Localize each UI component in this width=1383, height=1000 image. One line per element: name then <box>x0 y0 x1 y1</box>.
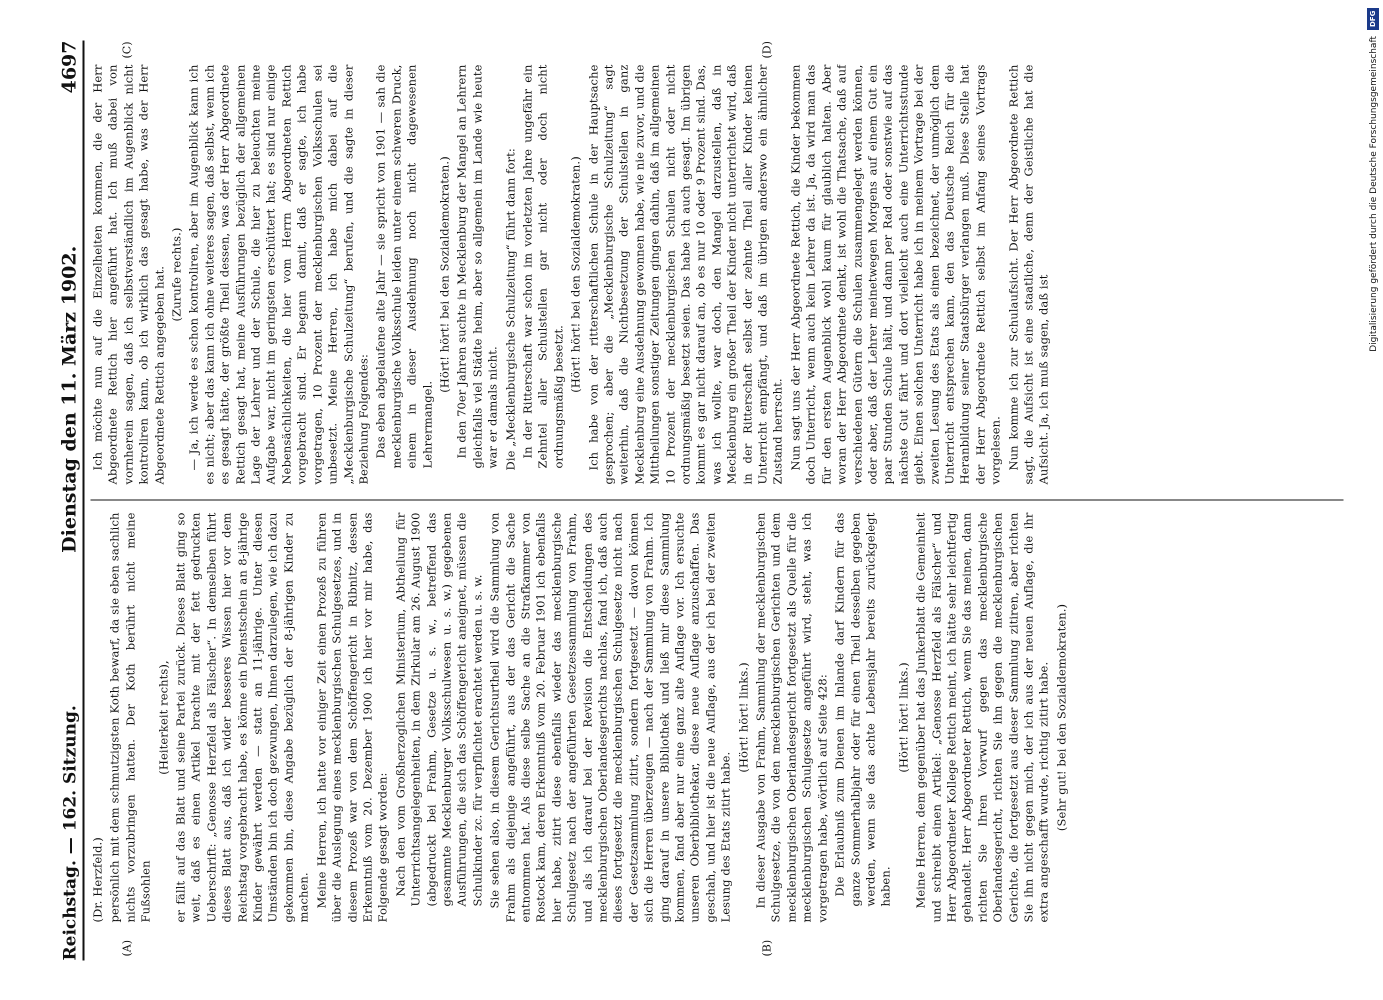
column-divider <box>90 499 1343 500</box>
margin-marker-d: (D) <box>760 40 773 58</box>
left-column-paragraph: Die Erlaubniß zum Dienen im Inlande darf Kindern für das ganze Sommerhalbjahr oder für einen Theil desselben gegeben werden, wenn sie das achte Lebensjahr bereits zurückgelegt haben. <box>832 512 893 906</box>
left-column-paragraph: Sie sehen also, in diesem Gerichtsurtheil wird die Sammlung von Frahm als diejenige angeführt, aus der das Gericht die Sache entnommen hat. Als diese selbe Sache an die Strafkammer von Rostock kam, deren Erkenntniß vom 20. Februar 1901 ich ebenfalls hier habe, zitirt diese ebenfalls wieder das mecklenburgische Schulgesetz nach der angeführten Gesetzessammlung von Frahm, und als ich darauf bei der Revision die Entscheidungen des mecklenburgischen Oberlandesgerichts nachlas, fand ich, daß auch dieses fortgesetzt die mecklenburgischen Schulgesetze nicht nach der Gesetzsammlung zitirt, sondern fortgesetzt — davon können sich die Herren überzeugen — nach der Sammlung von Frahm. Ich ging darauf in unsere Bibliothek und ließ mir diese Sammlung kommen, fand aber nur eine ganz alte Auflage vor. Ich ersuchte unseren Oberbibliothekar, diese neue Auflage anzuschaffen. Das geschah, und hier ist die neue Auflage, aus der ich bei der zweiten Lesung des Etats zitirt habe. <box>487 512 733 922</box>
margin-marker-a: (A) <box>120 939 133 956</box>
right-column-paragraph: Ich habe von der ritterschaftlichen Schule in der Hauptsache gesprochen; aber die „Mecklenburgische Schulzeitung“ sagt weiterhin, daß die Nichtbesetzung der Schulstellen in ganz Mecklenburg eine Ausdehnung gewonnen habe, wie nie zuvor, und die Mittheilungen sonstiger Zeitungen gingen dahin, daß im allgemeinen 10 Prozent der mecklenburgischen Schulen nicht oder nicht ordnungsmäßig besetzt seien. Das habe ich auch gesagt. Im übrigen kommt es gar nicht darauf an, ob es nur 10 oder 9 Prozent sind. Das, was ich wollte, war doch, den Mangel darzustellen, daß in Mecklenburg ein großer Theil der Kinder nicht unterrichtet wird, daß in der Ritterschaft selbst der zehnte Theil aller Kinder keinen Unterricht empfängt, und daß im übrigen anderswo ein ähnlicher Zustand herrscht. <box>585 64 785 484</box>
right-column <box>90 64 1343 484</box>
right-column-paragraph: Nun sagt uns der Herr Abgeordnete Rettich, die Kinder bekommen doch Unterricht, wenn auch kein Lehrer da ist. Ja, da wird man das für den ersten Augenblick wohl kaum für glaublich halten. Aber woran der Herr Abgeordnete denkt, ist wohl die Thatsache, daß auf verschiedenen Gütern die Schulen zusammengelegt werden können, oder aber, daß der Lehrer meinetwegen Morgens auf einem Gut ein paar Stunden Schule hält, und dann per Rad oder sonstwie auf das nächste Gut fährt und dort vielleicht auch eine Unterrichtsstunde giebt. Einen solchen Unterricht habe ich in meinem Vortrage bei der zweiten Lesung des Etats als einen bezeichnet, der unmöglich dem Unterricht entsprechen kann, den das Deutsche Reich für die Heranbildung seiner Staatsbürger verlangen muß. Diese Stelle hat der Herr Abgeordnete Rettich selbst im Anfang seines Vortrags vorgelesen. <box>787 64 1003 484</box>
right-column-paragraph: (Zurufe rechts.) <box>169 227 184 321</box>
right-column-paragraph: (Hört! hört! bei den Sozialdemokraten.) <box>568 155 583 393</box>
left-column-paragraph: Meine Herren, dem gegenüber hat das Junkerblatt die Gemeinheit und schreibt einen Artikel: „Genosse Herzfeld als Fälscher“ und Herr Abgeordneter Kollege Rettich meint, ich hätte sehr leichtfertig gehandelt. Herr Abgeordneter Rettich, wenn Sie das meinen, dann richten Sie Ihren Vorwurf gegen das mecklenburgische Oberlandesgericht, richten Sie ihn gegen die mecklenburgischen Gerichte, die fortgesetzt aus dieser Sammlung zitiren, aber richten Sie ihn nicht gegen mich, der ich aus der neuen Auflage, die ihr extra angeschafft wurde, richtig zitirt habe. <box>913 512 1051 922</box>
right-column-paragraph: Nun komme ich zur Schulaufsicht. Der Herr Abgeordnete Rettich sagt, die Aufsicht ist eine staatliche, denn der Geistliche hat die Aufsicht. Ja, ich muß sagen, daß ist <box>1005 64 1051 484</box>
right-column-paragraph: (Hört! hört! bei den Sozialdemokraten.) <box>436 155 451 393</box>
header-session: Reichstag. — 162. Sitzung. <box>60 704 80 960</box>
page-number: 4697 <box>58 40 80 93</box>
left-column-paragraph: (Sehr gut! bei den Sozialdemokraten.) <box>1053 603 1068 831</box>
left-column <box>90 512 1343 922</box>
right-column-paragraph: Das eben abgelaufene alte Jahr — sie spricht von 1901 — sah die mecklenburgische Volksschule leiden unter einem schweren Druck, einem in dieser Ausdehnung noch nicht dagewesenen Lehrermangel. <box>373 64 434 468</box>
left-column-paragraph: persönlich mit dem schmutzigsten Koth bewarf, da sie eben sachlich nichts vorzubringen hatten. Der Koth berührt nicht meine Fußsohlen <box>107 512 153 922</box>
right-column-paragraph: In den 70er Jahren suchte in Mecklenburg der Mangel an Lehrern gleichfalls viel Städte heim, aber so allgemein im Lande wie heute war er damals nicht. <box>454 64 500 468</box>
margin-marker-c: (C) <box>120 41 133 58</box>
right-column-paragraph: In der Ritterschaft war schon im vorletzten Jahre ungefähr ein Zehntel aller Schulstellen gar nicht oder doch nicht ordnungsmäßig besetzt. <box>519 64 565 468</box>
page-header <box>40 40 84 960</box>
left-column-paragraph: er fällt auf das Blatt und seine Partei zurück. Dieses Blatt ging so weit, daß es einen Artikel brachte mit der fett gedruckten Ueberschrift: „Genosse Herzfeld als Fälscher“. In demselben führt dieses Blatt aus, daß ich wider besseres Wissen hier vor dem Reichstag vorgebracht habe, es könne ein Dienstschein an 8-jährige Kinder gewährt werden — statt an 11-jährige. Unter diesen Umständen bin ich doch gezwungen, Ihnen darzulegen, wie ich dazu gekommen bin, diese Angabe bezüglich der 8-jährigen Kinder zu machen. <box>173 512 311 922</box>
left-column-paragraph: Meine Herren, ich hatte vor einiger Zeit einen Prozeß zu führen über die Auslegung eines mecklenburgischen Schulgesetzes, und in diesem Prozeß war von dem Schöffengericht in Ribnitz, dessen Erkenntniß vom 20. Dezember 1900 ich hier vor mir habe, das Folgende gesagt worden: <box>313 512 390 922</box>
left-column-paragraph: (Heiterkeit rechts), <box>155 659 170 775</box>
digitization-credit: Digitalisierung gefördert durch die Deutsche Forschungsgemeinschaft <box>1369 36 1379 352</box>
dfg-logo: DFG <box>1367 8 1379 30</box>
margin-marker-b: (B) <box>760 939 773 956</box>
left-column-paragraph: Nach den vom Großherzoglichen Ministerium, Abtheilung für Unterrichtsangelegenheiten, in dem Zirkular am 26. August 1900 (abgedruckt bei Frahm, Gesetze u. s. w., betreffend das gesammte Mecklenburger Volksschulwesen u. s. w.) gegebenen Ausführungen, die sich das Schöffengericht aneignet, müssen die Schulkinder zc. für verpflichtet erachtet werden u. s. w. <box>392 512 484 906</box>
header-date: Dienstag den 11. März 1902. <box>58 245 80 553</box>
left-column-paragraph: In dieser Ausgabe von Frahm, Sammlung der mecklenburgischen Schulgesetze, die von den mecklenburgischen Gerichten und dem mecklenburgischen Oberlandesgericht fortgesetzt als Quelle für die mecklenburgischen Schulgesetze angeführt wird, steht, was ich vorgetragen habe, wörtlich auf Seite 428: <box>753 512 829 922</box>
left-column-paragraph: (Hört! hört! links.) <box>735 661 750 773</box>
left-column-paragraph: (Dr. Herzfeld.) <box>90 836 104 922</box>
right-column-paragraph: — Ja, ich werde es schon kontroliren, aber im Augenblick kann ich es nicht; aber das kann ich ohne weiteres sagen, daß selbst, wenn ich es gesagt hätte, der größte Theil dessen, was der Herr Abgeordnete Rettich gesagt hat, meine Ausführungen bezüglich der allgemeinen Lage der Lehrer und der Schule, die hier zu beleuchten meine Aufgabe war, nicht im geringsten erschüttert hat; es sind nur einige Nebensächlichkeiten, die hier vom Herrn Abgeordneten Rettich vorgebracht sind. Er begann damit, daß er sagte, ich habe vorgetragen, 10 Prozent der mecklenburgischen Volksschulen sei unbesetzt. Meine Herren, ich habe mich dabei auf die „Mecklenburgische Schulzeitung“ berufen, und die sagte in dieser Beziehung Folgendes: <box>186 64 370 484</box>
right-column-paragraph: Ich möchte nun auf die Einzelheiten kommen, die der Herr Abgeordnete Rettich hier angeführt hat. Ich muß dabei von vornherein sagen, daß ich selbstverständlich im Augenblick nicht kontroliren kann, ob ich wirklich das gesagt habe, was der Herr Abgeordnete Rettich angegeben hat. <box>90 64 166 484</box>
right-column-paragraph: Die „Mecklenburgische Schulzeitung“ führt dann fort: <box>502 147 517 470</box>
left-column-paragraph: (Hört! hört! links.) <box>895 661 910 773</box>
